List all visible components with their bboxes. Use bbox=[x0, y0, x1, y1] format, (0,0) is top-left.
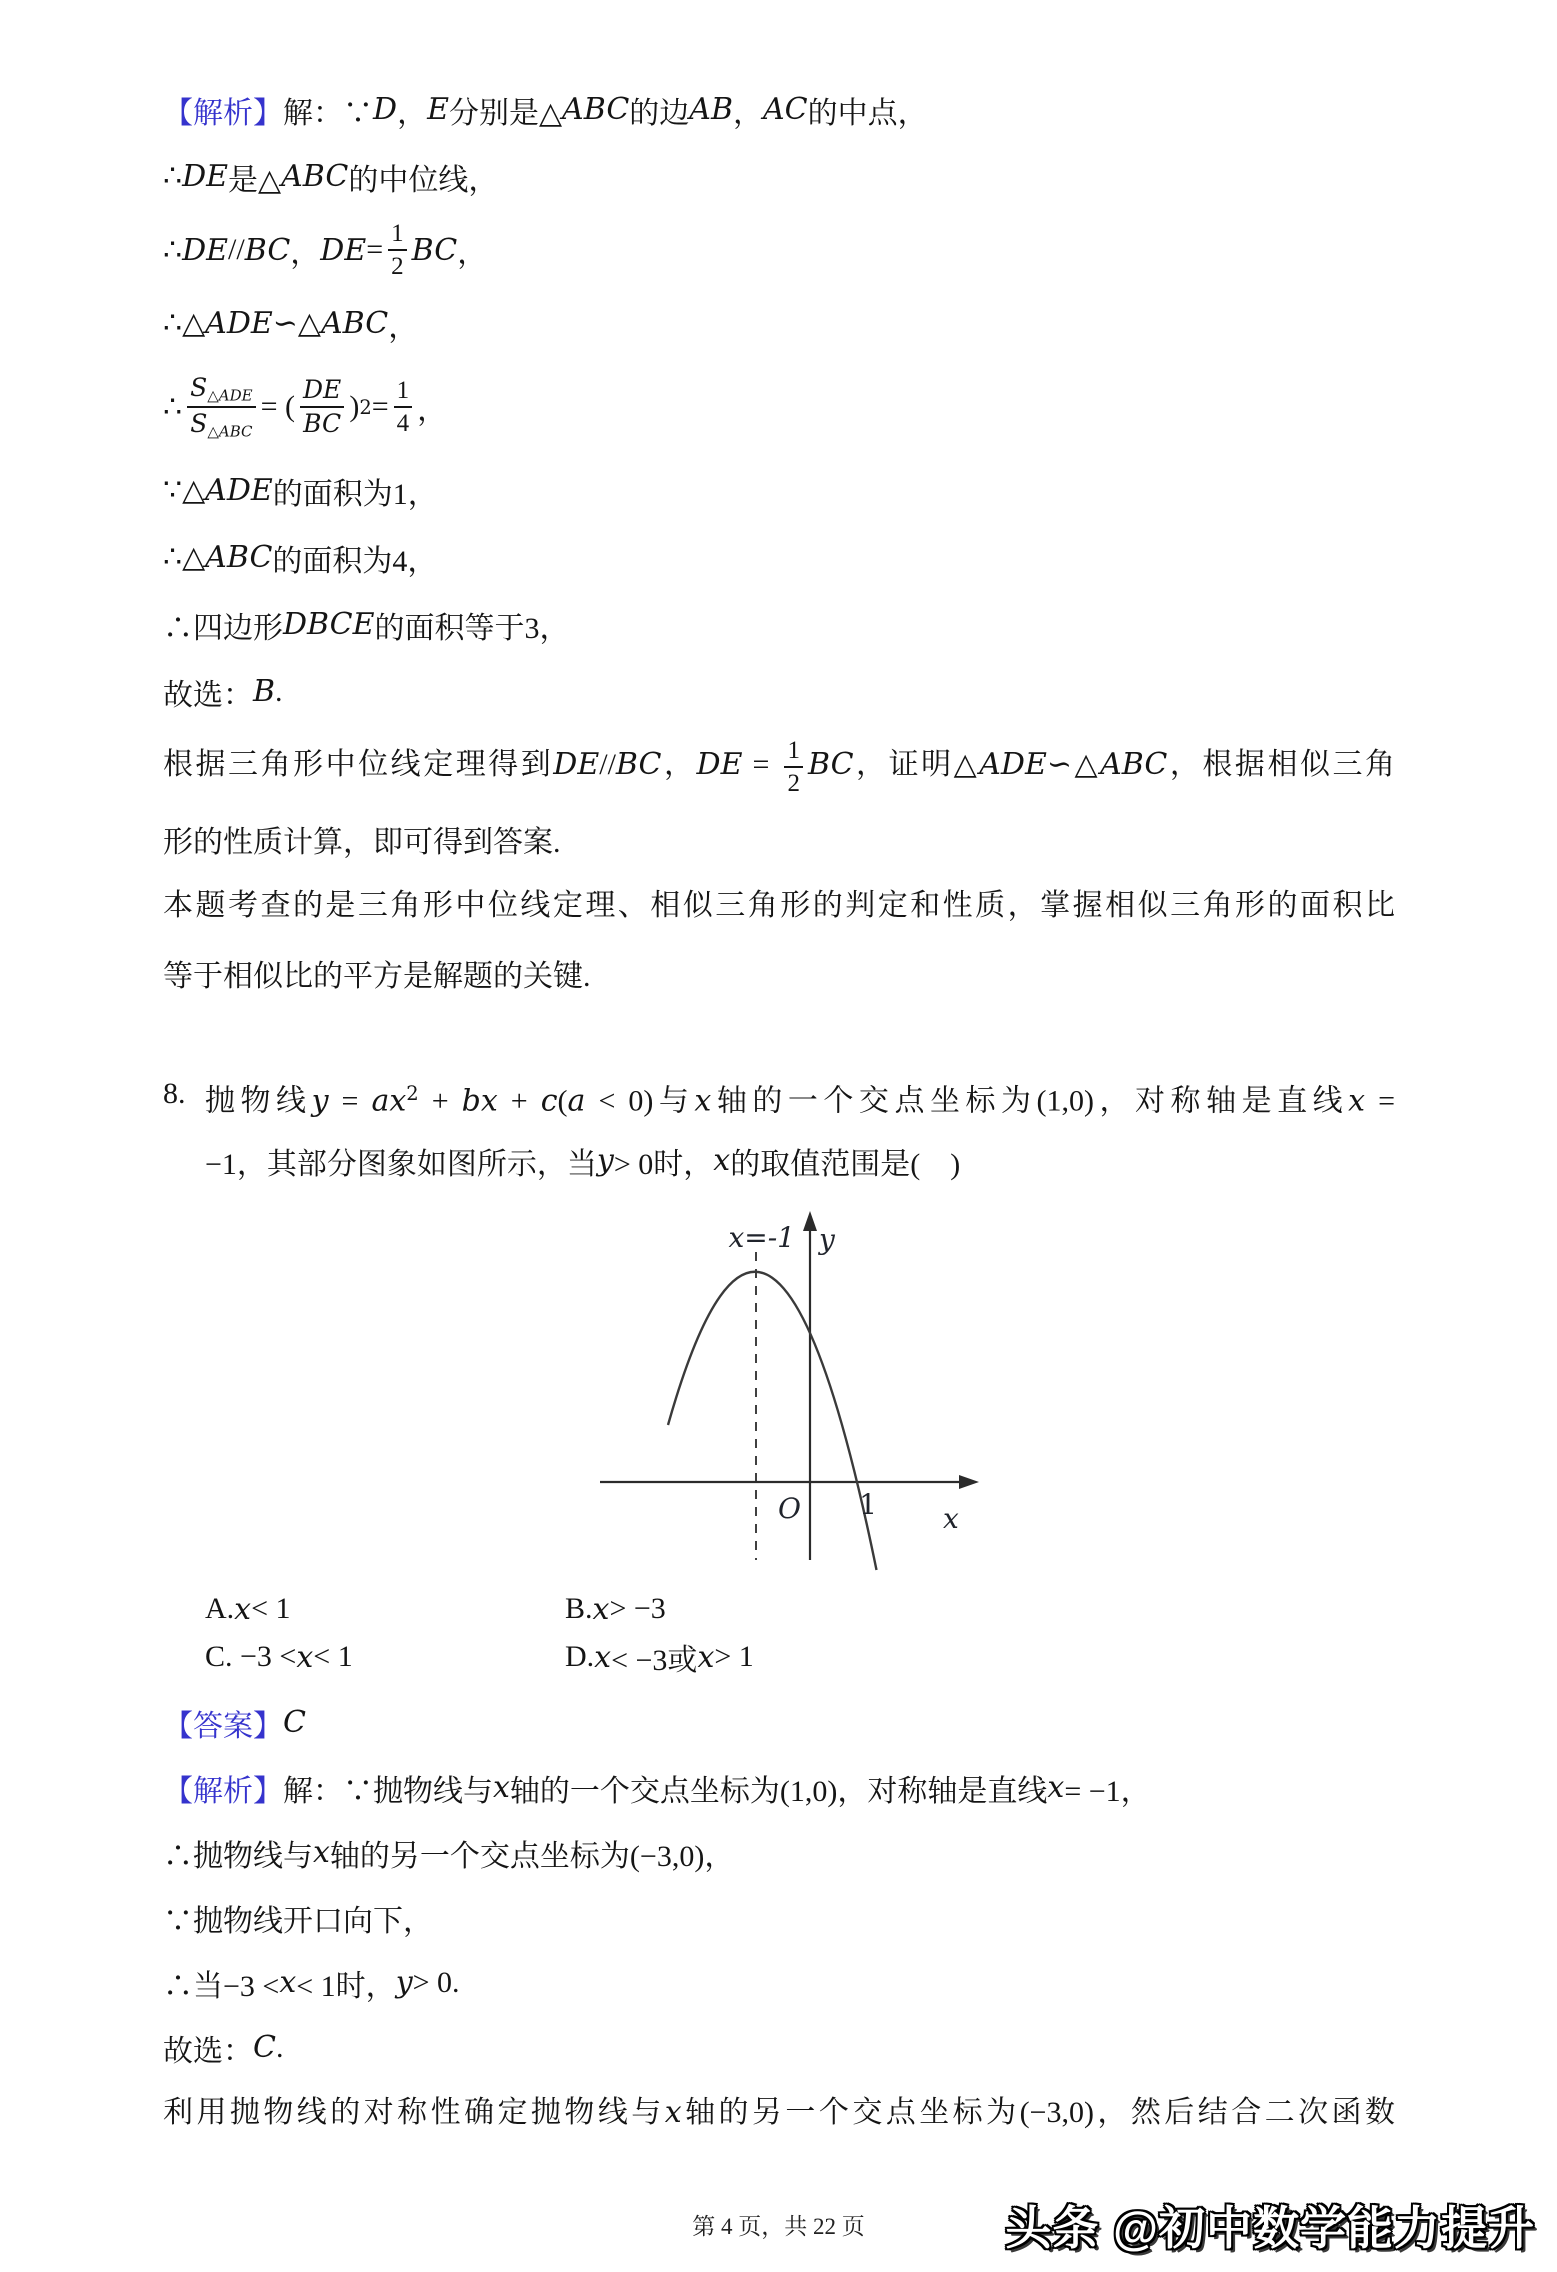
text-run: ， bbox=[397, 96, 428, 130]
text-run: 轴的另一个交点坐标为(−3,0)， bbox=[329, 1839, 735, 1873]
text-run: BC bbox=[244, 232, 291, 268]
text-run: ADE bbox=[205, 473, 273, 508]
text-run: ABC bbox=[1100, 747, 1168, 782]
text-run: 故选： bbox=[163, 2034, 253, 2068]
question-8-block bbox=[163, 1060, 1395, 1194]
text-run: E bbox=[427, 92, 449, 127]
y-axis-label: y bbox=[819, 1223, 835, 1256]
text-line bbox=[163, 1820, 1395, 1885]
text-run: ，证明△ bbox=[853, 748, 980, 781]
text-run: ADE bbox=[979, 747, 1047, 782]
section-label: 【解析】 bbox=[163, 96, 283, 130]
text-line bbox=[163, 658, 1395, 725]
text-run: x bbox=[279, 1965, 297, 2000]
text-run: 轴的一个交点坐标为(1,0)，对称轴是直线 bbox=[509, 1774, 1048, 1808]
y-axis-arrow bbox=[803, 1211, 817, 1231]
text-run: ∵△ bbox=[163, 474, 206, 507]
x-axis-label: x bbox=[943, 1502, 959, 1535]
text-run: 等于相似比的平方是解题的关键. bbox=[163, 959, 591, 993]
text-line bbox=[163, 1127, 1395, 1194]
text-run: ABC bbox=[321, 306, 389, 341]
options-block bbox=[163, 1585, 1395, 1685]
text-run: 的边 bbox=[629, 96, 690, 130]
text-run: > −3 bbox=[609, 1592, 666, 1625]
text-run: C. −3 < bbox=[205, 1640, 297, 1673]
text-run: AB bbox=[689, 92, 733, 127]
text-run: A. bbox=[205, 1592, 235, 1625]
text-line bbox=[163, 1755, 1395, 1820]
text-run: D. bbox=[565, 1640, 595, 1673]
text-run: c bbox=[540, 1083, 558, 1119]
text-run: ABC bbox=[281, 159, 349, 194]
fraction bbox=[388, 220, 407, 280]
watermark: 头条 @初中数学能力提升 bbox=[1005, 2202, 1535, 2254]
text-line bbox=[163, 1690, 1395, 1755]
text-run: x bbox=[313, 1835, 330, 1870]
text-run: 抛物线 bbox=[205, 1084, 312, 1118]
fraction bbox=[784, 737, 803, 797]
option-d bbox=[565, 1633, 754, 1681]
text-run: 1 bbox=[787, 737, 800, 765]
parabola-graph bbox=[555, 1205, 1005, 1585]
text-run: 分别是△ bbox=[448, 96, 563, 130]
text-run: 解：∵抛物线与 bbox=[283, 1774, 493, 1808]
text-run: −1，其部分图象如图所示，当 bbox=[205, 1147, 597, 1181]
text-run: x bbox=[694, 1083, 712, 1119]
text-run: ∴四边形 bbox=[163, 611, 283, 645]
text-line bbox=[163, 143, 1395, 210]
text-run: = ( bbox=[260, 390, 296, 423]
text-run: bx bbox=[461, 1083, 498, 1119]
text-run: = bbox=[328, 1084, 372, 1118]
text-run: 形的性质计算，即可得到答案. bbox=[163, 825, 561, 859]
x-tick-1: 1 bbox=[859, 1488, 877, 1521]
answer-8-block bbox=[163, 1690, 1395, 2145]
page-number: 第 4 页，共 22 页 bbox=[692, 2214, 865, 2239]
text-run: = bbox=[1365, 1084, 1395, 1118]
text-run: y bbox=[395, 1965, 413, 2000]
text-run: = bbox=[366, 233, 384, 266]
text-run: x bbox=[493, 1770, 510, 1805]
text-run: x bbox=[234, 1591, 252, 1627]
text-line bbox=[163, 2080, 1395, 2145]
text-run: BC bbox=[303, 409, 342, 438]
text-run: ∽△ bbox=[272, 307, 322, 340]
text-run: 的面积为4， bbox=[272, 544, 438, 578]
text-run: > 0. bbox=[412, 1965, 460, 1999]
text-run: 故选： bbox=[163, 678, 253, 712]
text-run: = bbox=[742, 748, 780, 781]
text-run: 2 bbox=[787, 770, 800, 798]
option-c bbox=[205, 1633, 353, 1681]
text-run: DE bbox=[696, 747, 743, 782]
text-run: ∵抛物线开口向下， bbox=[163, 1904, 433, 1938]
text-run: ∴△ bbox=[163, 307, 206, 340]
text-run: < 1时， bbox=[296, 1969, 396, 2003]
text-run: 利用抛物线的对称性确定抛物线与 bbox=[163, 2096, 665, 2129]
text-run: + bbox=[418, 1084, 462, 1118]
text-run: △ABC bbox=[207, 422, 253, 441]
text-line bbox=[163, 524, 1395, 591]
text-run: DBCE bbox=[283, 607, 375, 642]
text-run: 的中位线， bbox=[348, 163, 499, 197]
text-run: AC bbox=[763, 92, 808, 127]
fraction bbox=[394, 377, 413, 437]
text-run: > 1 bbox=[714, 1640, 754, 1673]
text-line bbox=[163, 2015, 1395, 2080]
text-run: // bbox=[228, 233, 245, 266]
text-run: 轴的另一个交点坐标为(−3,0)，然后结合二次函数 bbox=[681, 2096, 1395, 2129]
text-line bbox=[163, 805, 1395, 872]
text-run: 的中点， bbox=[807, 96, 928, 130]
text-run: 4 bbox=[396, 410, 410, 437]
text-run: x bbox=[592, 1591, 610, 1627]
text-run: x bbox=[697, 1639, 715, 1675]
text-run: BC bbox=[411, 232, 458, 268]
text-run: ， bbox=[417, 394, 448, 427]
text-run: ，根据相似三角 bbox=[1167, 748, 1396, 781]
text-run: C bbox=[283, 1705, 306, 1740]
text-run: ADE bbox=[205, 306, 273, 341]
text-run: ∽△ bbox=[1046, 748, 1101, 781]
text-run: x bbox=[1348, 1083, 1366, 1119]
text-run: D bbox=[373, 92, 398, 127]
text-run: ∴ bbox=[163, 233, 183, 267]
text-run: ABC bbox=[205, 540, 273, 575]
text-line bbox=[163, 1950, 1395, 2015]
fraction bbox=[300, 376, 344, 438]
text-line bbox=[163, 210, 1395, 290]
text-run: ) bbox=[349, 390, 360, 423]
text-run: DE bbox=[320, 232, 367, 268]
text-run: ABC bbox=[562, 92, 630, 127]
text-run: // bbox=[599, 748, 616, 781]
text-run: a bbox=[567, 1083, 586, 1119]
text-run: x bbox=[713, 1143, 731, 1178]
origin-label: O bbox=[778, 1492, 801, 1525]
parabola-curve bbox=[668, 1272, 877, 1570]
text-run: x bbox=[1047, 1770, 1065, 1805]
text-run: 2 bbox=[359, 395, 372, 419]
text-run: = −1， bbox=[1064, 1774, 1151, 1808]
text-run: x bbox=[296, 1639, 314, 1675]
text-run: 本题考查的是三角形中位线定理、相似三角形的判定和性质，掌握相似三角形的面积比 bbox=[163, 889, 1395, 922]
text-run: ∴当−3 < bbox=[163, 1969, 280, 2003]
option-b bbox=[565, 1585, 666, 1633]
section-label: 【答案】 bbox=[163, 1709, 283, 1743]
text-run: x bbox=[664, 2095, 682, 2130]
text-run: B. bbox=[565, 1592, 593, 1625]
text-run: DE bbox=[182, 232, 229, 268]
section-label: 【解析】 bbox=[163, 1774, 283, 1808]
text-run: ∴ bbox=[163, 390, 183, 424]
text-run: < −3或 bbox=[611, 1644, 698, 1677]
symmetry-label: x=-1 bbox=[728, 1221, 795, 1254]
text-run: 2 bbox=[406, 1082, 419, 1105]
text-line bbox=[163, 457, 1395, 524]
text-run: DE bbox=[303, 375, 342, 404]
text-run: ∴ bbox=[163, 160, 183, 193]
text-run: 是△ bbox=[228, 163, 282, 197]
text-run: 根据三角形中位线定理得到 bbox=[163, 748, 554, 781]
text-line bbox=[163, 939, 1395, 1006]
text-run: y bbox=[311, 1083, 329, 1119]
text-run: 的取值范围是( ) bbox=[730, 1147, 961, 1181]
text-run: < 1 bbox=[251, 1592, 291, 1625]
text-line bbox=[163, 872, 1395, 939]
text-run: ， bbox=[290, 237, 321, 270]
text-run: 轴的一个交点坐标为(1,0)，对称轴是直线 bbox=[711, 1084, 1349, 1118]
text-run: S bbox=[190, 409, 208, 438]
text-run: < 0)与 bbox=[585, 1084, 695, 1118]
text-run: x bbox=[594, 1639, 612, 1675]
text-line bbox=[163, 1885, 1395, 1950]
text-run: ， bbox=[733, 96, 763, 130]
text-run: < 1 bbox=[313, 1640, 353, 1673]
text-line bbox=[163, 725, 1395, 805]
text-run: ( bbox=[557, 1084, 568, 1118]
text-run: C bbox=[253, 2030, 276, 2065]
text-run: BC bbox=[615, 747, 662, 782]
text-run: ， bbox=[661, 748, 697, 781]
text-run: 2 bbox=[391, 253, 404, 280]
text-line bbox=[163, 1060, 1395, 1127]
text-run: ∴△ bbox=[163, 541, 206, 574]
text-run: ∴抛物线与 bbox=[163, 1839, 313, 1873]
text-run: DE bbox=[182, 159, 229, 194]
text-line bbox=[163, 290, 1395, 357]
text-run: . bbox=[275, 674, 283, 708]
text-run: . bbox=[275, 2030, 284, 2064]
text-run: △ADE bbox=[207, 386, 253, 405]
solution-7-block bbox=[163, 76, 1395, 1006]
text-run: BC bbox=[807, 747, 854, 782]
text-run: + bbox=[497, 1084, 541, 1118]
text-line bbox=[163, 357, 1395, 457]
text-run: > 0时， bbox=[613, 1147, 714, 1181]
text-line bbox=[163, 591, 1395, 658]
text-run: 1 bbox=[391, 220, 404, 247]
text-line bbox=[163, 76, 1395, 143]
fraction bbox=[187, 374, 256, 439]
text-run: 解：∵ bbox=[283, 96, 373, 130]
text-run: 1 bbox=[396, 377, 410, 404]
text-run: ， bbox=[457, 237, 488, 270]
question-number: 8. bbox=[163, 1077, 186, 1110]
text-run: B bbox=[253, 674, 276, 709]
x-axis-arrow bbox=[959, 1475, 979, 1489]
text-run: y bbox=[596, 1143, 614, 1178]
text-run: ， bbox=[388, 310, 419, 344]
text-run: ax bbox=[371, 1083, 407, 1119]
text-run: 的面积等于3， bbox=[374, 611, 570, 645]
text-run: 的面积为1， bbox=[272, 477, 438, 511]
text-run: S bbox=[190, 373, 208, 403]
option-a bbox=[205, 1585, 291, 1633]
text-run: = bbox=[371, 390, 389, 423]
text-run: DE bbox=[553, 747, 600, 782]
